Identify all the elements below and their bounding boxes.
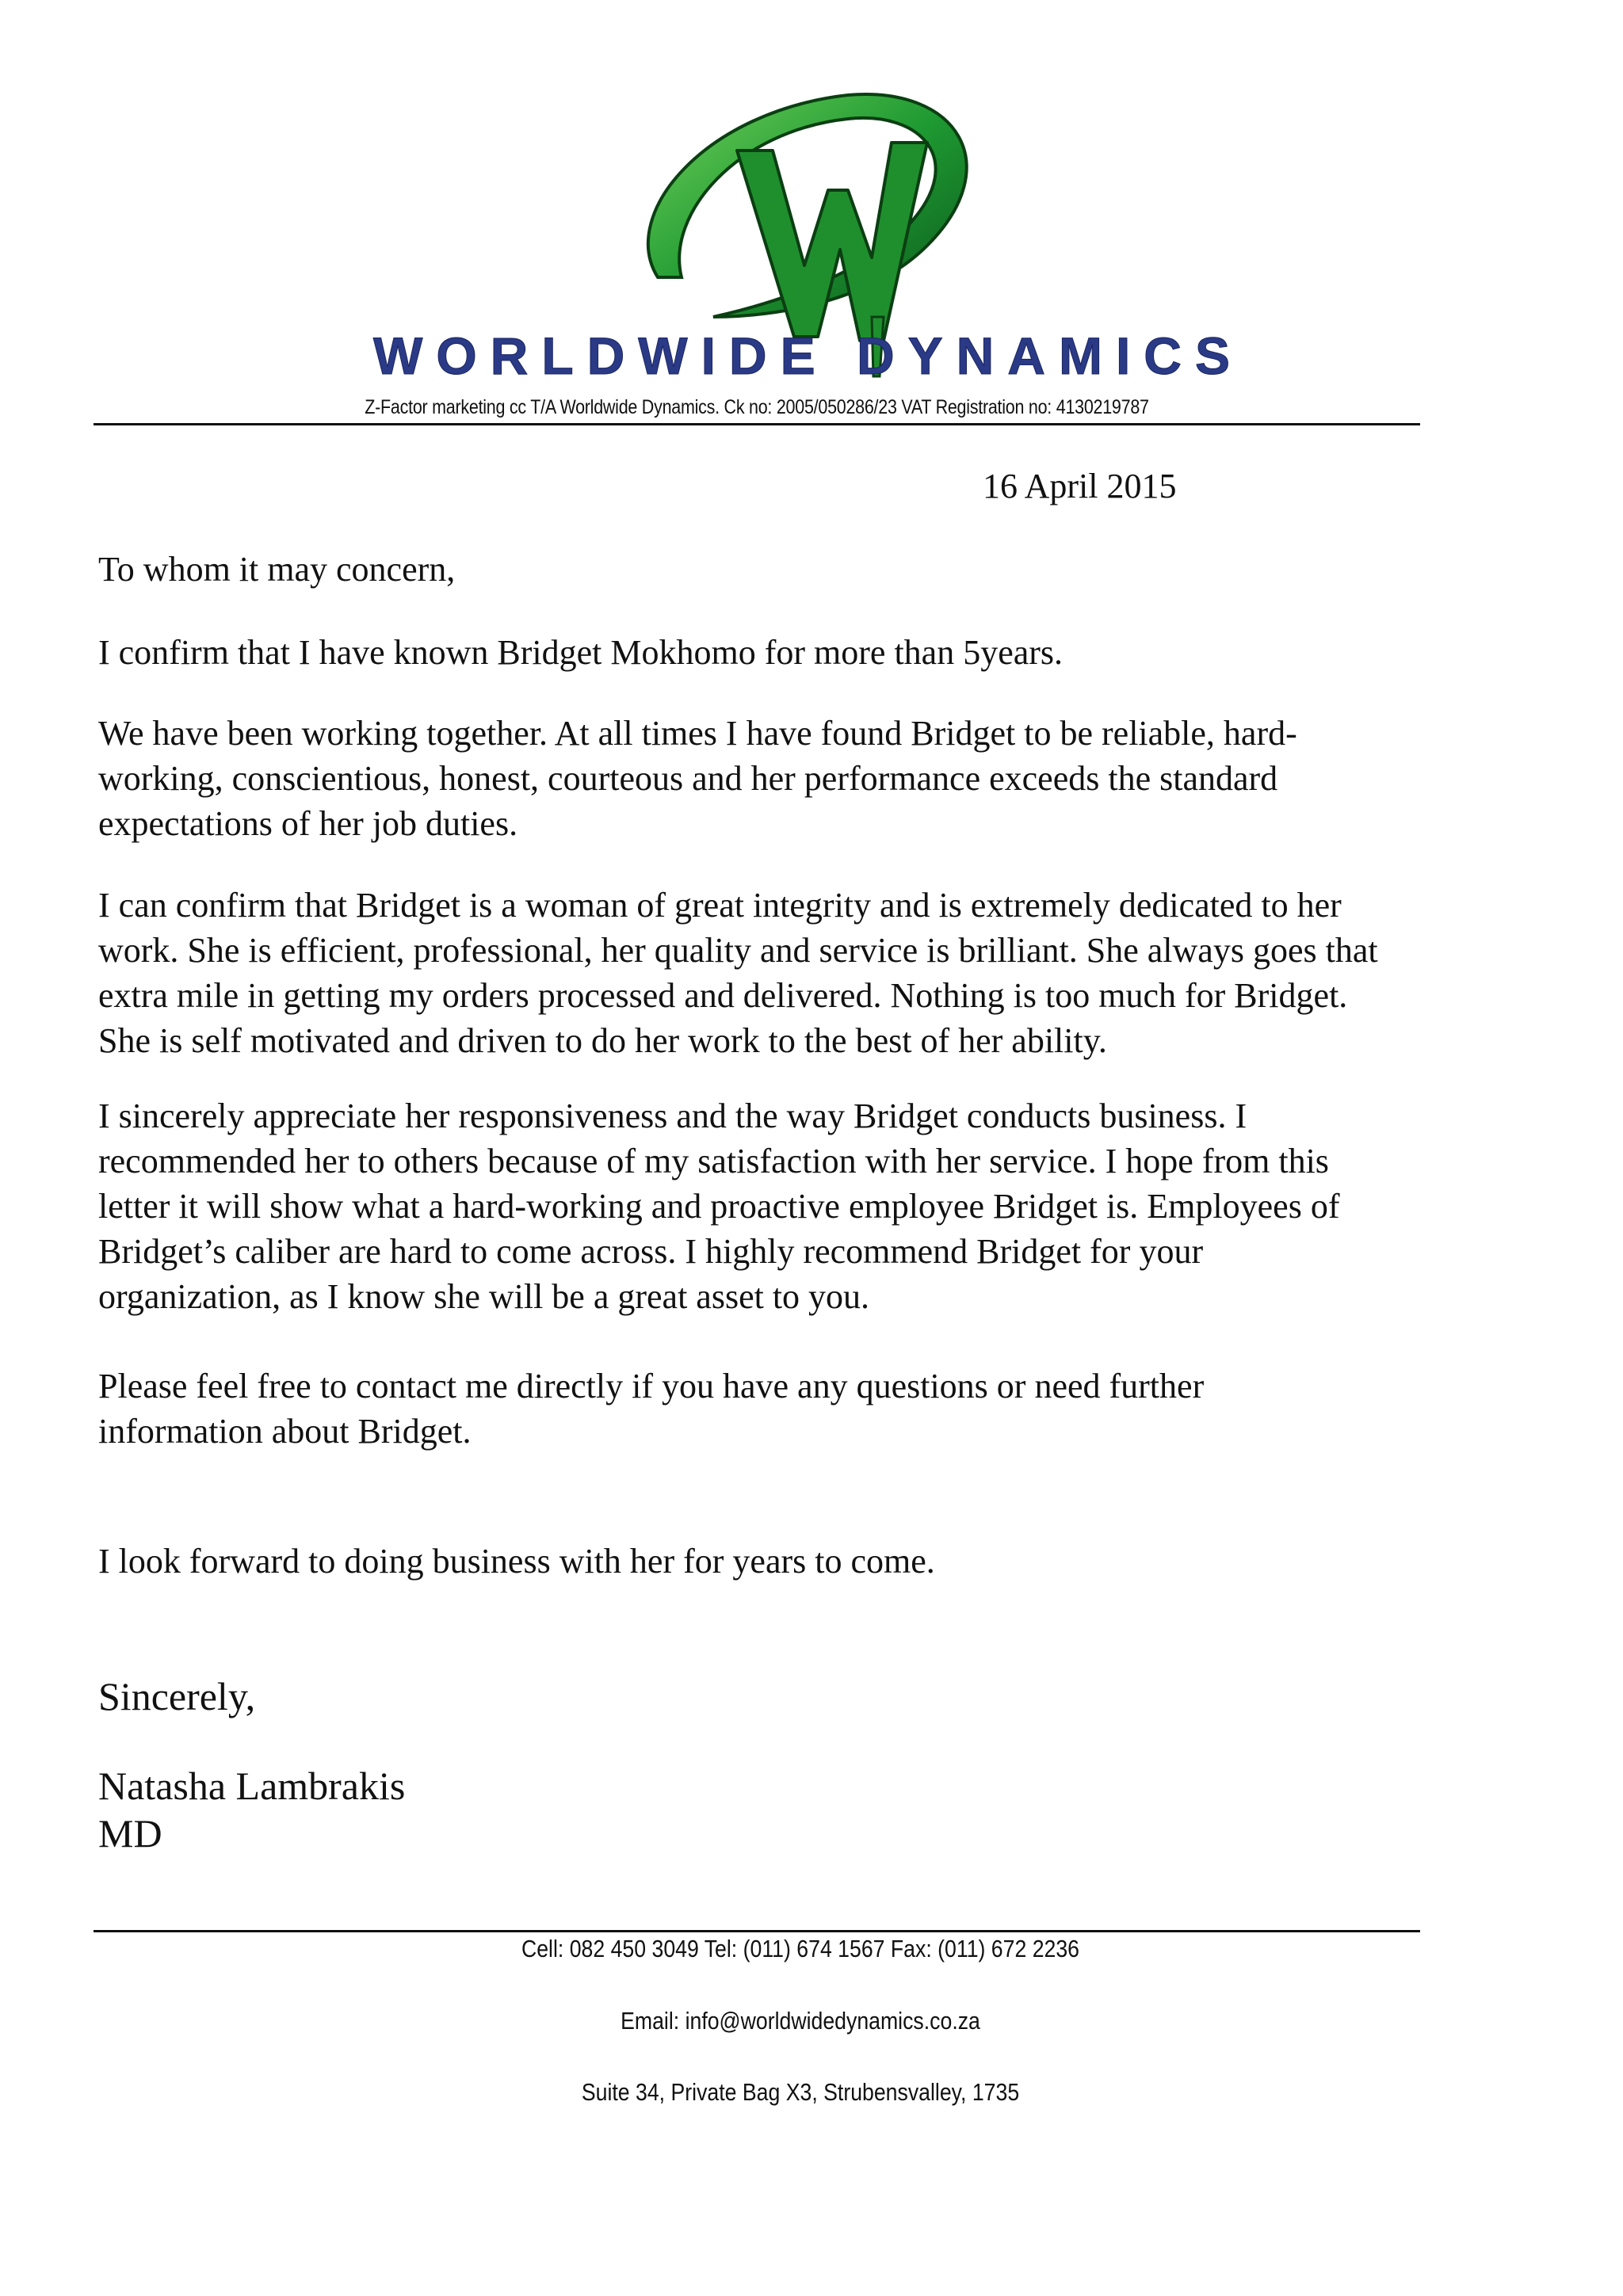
footer-divider bbox=[94, 1930, 1420, 1932]
closing: Sincerely, bbox=[98, 1674, 256, 1718]
logo-wordmark-text: WORLDWIDE DYNAMICS bbox=[373, 326, 1243, 385]
paragraph-line: work. She is efficient, professional, her quality and service is brilliant. She always goes that bbox=[98, 931, 1378, 970]
footer-phone-numbers: Cell: 082 450 3049 Tel: (011) 674 1567 Fax: (011) 672 2236 bbox=[521, 1935, 1080, 1962]
footer-email: Email: info@worldwidedynamics.co.za bbox=[621, 2007, 980, 2035]
company-registration-line: Z-Factor marketing cc T/A Worldwide Dynamics. Ck no: 2005/050286/23 VAT Registration no: 4130219787 bbox=[365, 396, 1149, 418]
paragraph-line: I confirm that I have known Bridget Mokhomo for more than 5years. bbox=[98, 633, 1064, 672]
worldwide-dynamics-wordmark bbox=[373, 325, 1243, 388]
letter-date: 16 April 2015 bbox=[983, 467, 1177, 505]
paragraph-line: extra mile in getting my orders processed and delivered. Nothing is too much for Bridget. bbox=[98, 976, 1348, 1015]
paragraph-line: organization, as I know she will be a great asset to you. bbox=[98, 1277, 870, 1316]
paragraph-recommendation bbox=[98, 1093, 1525, 1319]
signer-name: Natasha Lambrakis bbox=[98, 1764, 406, 1808]
paragraph-line: I look forward to doing business with her for years to come. bbox=[98, 1542, 935, 1581]
paragraph-line: letter it will show what a hard-working and proactive employee Bridget is. Employees of bbox=[98, 1187, 1340, 1226]
paragraph-line: She is self motivated and driven to do her work to the best of her ability. bbox=[98, 1021, 1107, 1060]
paragraph-working-together bbox=[98, 711, 1525, 846]
salutation bbox=[98, 547, 1525, 592]
paragraph-line: Please feel free to contact me directly if you have any questions or need further bbox=[98, 1367, 1205, 1405]
paragraph-line: I can confirm that Bridget is a woman of great integrity and is extremely dedicated to her bbox=[98, 886, 1342, 925]
paragraph-contact-invite bbox=[98, 1363, 1525, 1454]
header-divider bbox=[94, 423, 1420, 425]
paragraph-known-duration bbox=[98, 630, 1525, 675]
signature-block bbox=[98, 1762, 405, 1857]
signer-title: MD bbox=[98, 1811, 162, 1855]
paragraph-integrity bbox=[98, 883, 1525, 1063]
paragraph-line: expectations of her job duties. bbox=[98, 804, 518, 843]
paragraph-line: We have been working together. At all times I have found Bridget to be reliable, hard- bbox=[98, 714, 1297, 753]
paragraph-look-forward bbox=[98, 1539, 1525, 1584]
salutation-text: To whom it may concern, bbox=[98, 550, 456, 589]
paragraph-line: recommended her to others because of my satisfaction with her service. I hope from this bbox=[98, 1142, 1329, 1180]
paragraph-line: information about Bridget. bbox=[98, 1412, 472, 1451]
paragraph-line: working, conscientious, honest, courteous and her performance exceeds the standard bbox=[98, 759, 1278, 798]
footer-address: Suite 34, Private Bag X3, Strubensvalley, 1735 bbox=[581, 2078, 1020, 2106]
paragraph-line: I sincerely appreciate her responsiveness and the way Bridget conducts business. I bbox=[98, 1097, 1247, 1135]
paragraph-line: Bridget’s caliber are hard to come across. I highly recommend Bridget for your bbox=[98, 1232, 1204, 1271]
